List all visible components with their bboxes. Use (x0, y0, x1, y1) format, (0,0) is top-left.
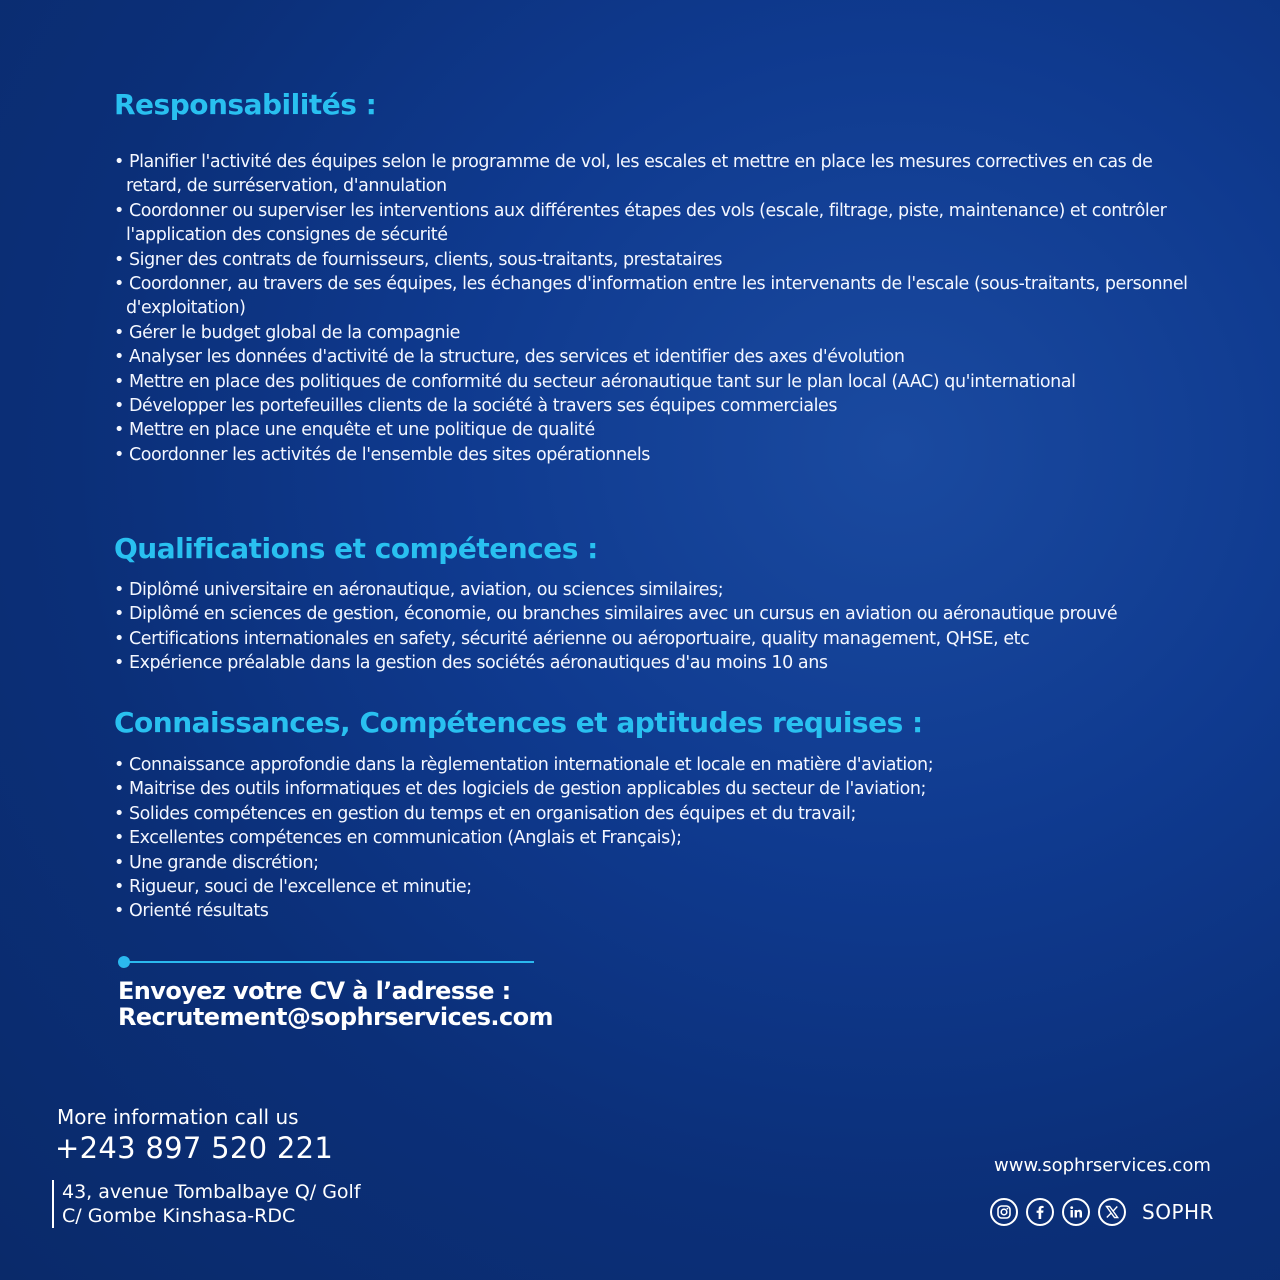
cv-email[interactable]: Recrutement@sophrservices.com (118, 1003, 553, 1031)
list-item: • Orienté résultats (114, 899, 1204, 923)
list-item: • Connaissance approfondie dans la règlementation internationale et locale en matière d'aviation; (114, 753, 1204, 777)
divider (118, 956, 534, 968)
connaissances-heading: Connaissances, Compétences et aptitudes requises : (114, 706, 923, 739)
list-item: • Coordonner, au travers de ses équipes, les échanges d'information entre les intervenants de l'escale (sous-traitants, personnel d'exploitation) (114, 272, 1204, 321)
list-item: • Maitrise des outils informatiques et des logiciels de gestion applicables du secteur de l'aviation; (114, 777, 1204, 801)
x-icon[interactable] (1098, 1198, 1126, 1226)
responsabilites-heading: Responsabilités : (114, 88, 377, 121)
list-item: • Une grande discrétion; (114, 851, 1204, 875)
instagram-icon[interactable] (990, 1198, 1018, 1226)
list-item: • Analyser les données d'activité de la structure, des services et identifier des axes d'évolution (114, 345, 1204, 369)
list-item: • Solides compétences en gestion du temps et en organisation des équipes et du travail; (114, 802, 1204, 826)
cv-block (118, 978, 553, 1030)
qualifications-heading: Qualifications et compétences : (114, 532, 598, 565)
list-item: • Planifier l'activité des équipes selon le programme de vol, les escales et mettre en place les mesures correctives en cas de retard, de surréservation, d'annulation (114, 150, 1204, 199)
cv-instruction: Envoyez votre CV à l’adresse : (118, 977, 511, 1005)
list-item: • Certifications internationales en safety, sécurité aérienne ou aéroportuaire, quality management, QHSE, etc (114, 627, 1204, 651)
divider-dot (118, 956, 130, 968)
facebook-icon[interactable] (1026, 1198, 1054, 1226)
website-link[interactable]: www.sophrservices.com (994, 1155, 1211, 1176)
connaissances-list (114, 753, 1204, 924)
linkedin-icon[interactable] (1062, 1198, 1090, 1226)
phone-number[interactable]: +243 897 520 221 (55, 1131, 334, 1165)
list-item: • Diplômé universitaire en aéronautique, aviation, ou sciences similaires; (114, 578, 1204, 602)
list-item: • Mettre en place des politiques de conformité du secteur aéronautique tant sur le plan local (AAC) qu'international (114, 370, 1204, 394)
list-item: • Signer des contrats de fournisseurs, clients, sous-traitants, prestataires (114, 248, 1204, 272)
list-item: • Mettre en place une enquête et une politique de qualité (114, 418, 1204, 442)
list-item: • Expérience préalable dans la gestion des sociétés aéronautiques d'au moins 10 ans (114, 651, 1204, 675)
social-links (990, 1198, 1214, 1226)
list-item: • Développer les portefeuilles clients de la société à travers ses équipes commerciales (114, 394, 1204, 418)
list-item: • Diplômé en sciences de gestion, économie, ou branches similaires avec un cursus en aviation ou aéronautique prouvé (114, 602, 1204, 626)
address-line: C/ Gombe Kinshasa-RDC (62, 1205, 296, 1227)
address (52, 1180, 361, 1228)
brand-name: SOPHR (1142, 1200, 1214, 1224)
list-item: • Excellentes compétences en communication (Anglais et Français); (114, 826, 1204, 850)
responsabilites-list (114, 150, 1204, 467)
list-item: • Coordonner les activités de l'ensemble des sites opérationnels (114, 443, 1204, 467)
more-info-label: More information call us (57, 1105, 299, 1129)
divider-line (124, 961, 534, 963)
list-item: • Rigueur, souci de l'excellence et minutie; (114, 875, 1204, 899)
list-item: • Gérer le budget global de la compagnie (114, 321, 1204, 345)
qualifications-list (114, 578, 1204, 676)
address-line: 43, avenue Tombalbaye Q/ Golf (62, 1181, 361, 1203)
list-item: • Coordonner ou superviser les interventions aux différentes étapes des vols (escale, filtrage, piste, maintenance) et contrôler l'application des consignes de sécurité (114, 199, 1204, 248)
